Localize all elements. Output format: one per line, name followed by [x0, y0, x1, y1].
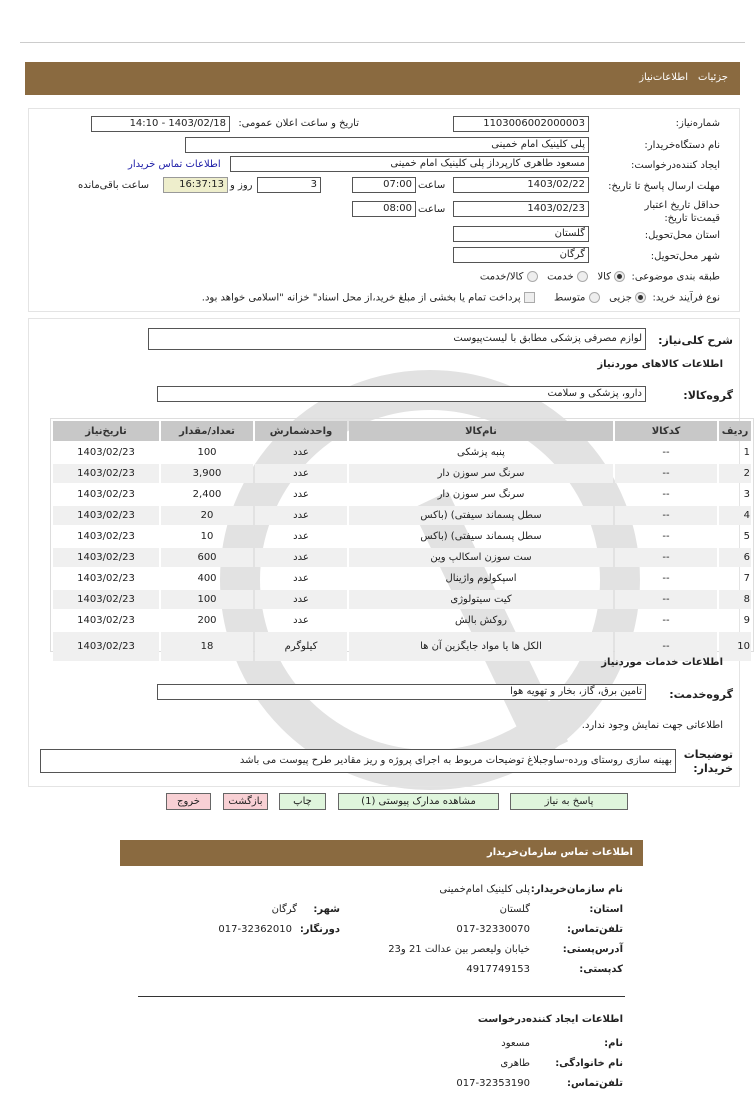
tab-need-info[interactable]: اطلاعات‌نیاز — [639, 72, 688, 83]
col-qty: تعداد/مقدار — [161, 421, 253, 441]
contact-divider — [138, 996, 625, 997]
item-name: پنبه پزشکی — [457, 447, 505, 458]
deadline-time-field: 07:00 — [352, 177, 416, 193]
item-code: -- — [662, 531, 670, 542]
item-name: روکش بالش — [455, 615, 507, 626]
item-code: -- — [615, 464, 717, 483]
postal-value: 4917749153 — [466, 964, 530, 975]
city-label-2: شهر: — [313, 904, 340, 915]
goods-group-field: دارو، پزشکی و سلامت — [157, 386, 646, 402]
table-row — [53, 548, 751, 567]
table-row — [53, 590, 751, 609]
item-date: 1403/02/23 — [77, 531, 135, 542]
row-number: 1 — [743, 447, 750, 458]
item-unit: عدد — [255, 464, 347, 483]
treasury-note: پرداخت تمام یا بخشی از مبلغ خرید،از محل اسناد" خزانه "اسلامی خواهد بود. — [201, 292, 521, 304]
item-qty: 100 — [161, 590, 253, 609]
exit-button[interactable]: خروج — [166, 793, 211, 810]
fax-label: دورنگار: — [299, 924, 340, 935]
radio-goods-label: کالا — [597, 271, 611, 283]
city-label: شهر محل‌تحویل: — [650, 251, 720, 262]
province-label: استان محل‌تحویل: — [644, 230, 720, 241]
item-unit: عدد — [255, 590, 347, 609]
item-date: 1403/02/23 — [53, 590, 159, 609]
category-label: طبقه بندی موضوعی: — [631, 271, 720, 283]
contact-title: اطلاعات تماس سازمان‌خریدار — [486, 847, 633, 858]
item-qty: 100 — [197, 447, 217, 458]
item-unit: عدد — [293, 531, 309, 542]
phone-label: تلفن‌تماس: — [566, 924, 623, 935]
item-code: -- — [662, 489, 670, 500]
fax-value: 017-32362010 — [218, 924, 292, 935]
item-code: -- — [615, 548, 717, 567]
name-value: مسعود — [501, 1038, 530, 1049]
row-number: 7 — [743, 573, 750, 584]
need-number-field: 1103006002000003 — [453, 116, 589, 132]
radio-medium[interactable] — [589, 292, 600, 303]
radio-service-label: خدمت — [547, 271, 574, 283]
item-qty: 18 — [161, 632, 253, 661]
item-unit: عدد — [255, 548, 347, 567]
row-number: 8 — [719, 590, 751, 609]
row-number: 5 — [743, 531, 750, 542]
days-field: 3 — [257, 177, 321, 193]
table-row — [53, 611, 751, 630]
goods-table-frame — [50, 418, 754, 652]
reply-button[interactable]: پاسخ به نیاز — [510, 793, 628, 810]
row-number: 4 — [719, 506, 751, 525]
item-date: 1403/02/23 — [77, 615, 135, 626]
item-unit: عدد — [293, 573, 309, 584]
item-name: اسپکولوم واژینال — [445, 573, 517, 584]
col-date: تاریخ‌نیاز — [53, 421, 159, 441]
process-row — [202, 292, 720, 304]
table-row — [53, 464, 751, 483]
table-header — [53, 421, 751, 441]
radio-minor-label: جزیی — [609, 292, 632, 304]
radio-goods[interactable] — [614, 271, 625, 282]
days-label: روز و — [230, 180, 253, 191]
summary-field: لوازم مصرفی پزشکی مطابق با لیست‌پیوست — [148, 328, 646, 350]
announce-field: 1403/02/18 - 14:10 — [91, 116, 230, 132]
col-name: نام‌کالا — [349, 421, 613, 441]
tab-details[interactable]: جزئیات — [698, 72, 728, 83]
summary-label: شرح کلی‌نیاز: — [658, 334, 733, 347]
item-qty: 20 — [161, 506, 253, 525]
goods-table — [51, 419, 753, 663]
item-unit: عدد — [293, 615, 309, 626]
need-number-label: شماره‌نیاز: — [675, 118, 720, 129]
col-row: ردیف — [719, 421, 751, 441]
services-section-title: اطلاعات خدمات موردنیاز — [601, 657, 723, 668]
creator-field: مسعود طاهری کارپرداز پلی کلینیک امام خمینی — [230, 156, 589, 172]
table-row — [53, 506, 751, 525]
item-qty: 2,400 — [192, 489, 222, 500]
item-date: 1403/02/23 — [77, 573, 135, 584]
radio-goods-service[interactable] — [527, 271, 538, 282]
no-info-text: اطلاعاتی جهت نمایش وجود ندارد. — [581, 720, 723, 731]
item-date: 1403/02/23 — [53, 548, 159, 567]
table-row — [53, 569, 751, 588]
radio-minor[interactable] — [635, 292, 646, 303]
province-value: گلستان — [499, 904, 530, 915]
goods-group-label: گروه‌کالا: — [683, 389, 733, 402]
back-button[interactable]: بازگشت — [223, 793, 268, 810]
address-label: آدرس‌پستی: — [562, 944, 623, 955]
city-field: گرگان — [453, 247, 589, 263]
deadline-label: مهلت ارسال پاسخ تا تاریخ: — [608, 181, 720, 192]
item-name: کیت سیتولوژی — [349, 590, 613, 609]
row-number: 10 — [719, 632, 751, 661]
item-name: سطل پسماند سیفتی) (باکس — [420, 531, 542, 542]
top-divider — [20, 42, 745, 43]
item-code: -- — [662, 573, 670, 584]
item-date: 1403/02/23 — [53, 464, 159, 483]
row-number: 6 — [719, 548, 751, 567]
item-name: سرنگ سر سوزن دار — [437, 489, 525, 500]
deadline-date-field: 1403/02/22 — [453, 177, 589, 193]
validity-time-field: 08:00 — [352, 201, 416, 217]
item-name: سرنگ سر سوزن دار — [349, 464, 613, 483]
item-code: -- — [615, 632, 717, 661]
item-date: 1403/02/23 — [53, 632, 159, 661]
org-value: پلی کلینیک امام‌خمینی — [439, 884, 530, 895]
buyer-contact-link[interactable]: اطلاعات تماس خریدار — [128, 159, 221, 170]
org-label: نام سازمان‌خریدار: — [530, 884, 623, 895]
item-code: -- — [662, 615, 670, 626]
province-field: گلستان — [453, 226, 589, 242]
contact-header — [120, 840, 643, 866]
family-label: نام خانوادگی: — [555, 1058, 623, 1069]
table-row — [53, 443, 751, 462]
item-qty: 10 — [200, 531, 214, 542]
item-qty: 3,900 — [161, 464, 253, 483]
item-unit: عدد — [293, 447, 309, 458]
name-label: نام: — [604, 1038, 623, 1049]
item-name: الکل ها یا مواد جایگزین آن ها — [349, 632, 613, 661]
table-row — [53, 527, 751, 546]
item-code: -- — [615, 590, 717, 609]
item-unit: عدد — [293, 489, 309, 500]
creator-phone-value: 017-32353190 — [456, 1078, 530, 1089]
col-code: کدکالا — [615, 421, 717, 441]
table-row — [53, 485, 751, 504]
remaining-time: 16:37:13 — [163, 177, 228, 193]
row-number: 3 — [743, 489, 750, 500]
item-qty: 600 — [161, 548, 253, 567]
city-value: گرگان — [271, 904, 297, 915]
announce-label: تاریخ و ساعت اعلان عمومی: — [238, 118, 359, 129]
item-unit: عدد — [255, 506, 347, 525]
radio-medium-label: متوسط — [553, 292, 586, 304]
col-unit: واحدشمارش — [255, 421, 347, 441]
item-qty: 200 — [197, 615, 217, 626]
item-qty: 400 — [197, 573, 217, 584]
treasury-checkbox[interactable] — [524, 292, 535, 303]
validity-time-label: ساعت — [418, 204, 446, 215]
item-name: سطل پسماند سیفتی) (باکس — [349, 506, 613, 525]
item-name: ست سوزن اسکالپ وین — [349, 548, 613, 567]
item-date: 1403/02/23 — [77, 447, 135, 458]
validity-date-field: 1403/02/23 — [453, 201, 589, 217]
category-row — [480, 271, 720, 283]
service-group-label: گروه‌خدمت: — [669, 688, 733, 701]
creator-label: ایجاد کننده‌درخواست: — [631, 160, 720, 171]
creator-info-title: اطلاعات ایجاد کننده‌درخواست — [477, 1014, 623, 1025]
buyer-notes-label: توضیحات خریدار: — [683, 748, 733, 775]
buyer-field: پلی کلینیک امام خمینی — [185, 137, 589, 153]
service-group-field: تامین برق، گاز، بخار و تهویه هوا — [157, 684, 646, 700]
province-label-2: استان: — [589, 904, 623, 915]
item-code: -- — [615, 506, 717, 525]
validity-label: حداقل تاریخ اعتبار قیمت‌تا تاریخ: — [644, 200, 720, 224]
item-date: 1403/02/23 — [53, 506, 159, 525]
item-unit: کیلوگرم — [255, 632, 347, 661]
row-number: 9 — [743, 615, 750, 626]
buyer-label: نام دستگاه‌خریدار: — [644, 140, 720, 151]
radio-goods-service-label: کالا/خدمت — [479, 271, 524, 283]
family-value: طاهری — [500, 1058, 530, 1069]
attachments-button[interactable]: مشاهده مدارک پیوستی (1) — [338, 793, 499, 810]
deadline-time-label: ساعت — [418, 180, 446, 191]
buyer-notes-field: بهینه سازی روستای ورده-ساوجبلاغ توضیحات مربوط به اجرای پروژه و ریز مقادیر طرح پیوست می باشد — [40, 749, 676, 773]
row-number: 2 — [719, 464, 751, 483]
item-code: -- — [662, 447, 670, 458]
print-button[interactable]: چاپ — [279, 793, 326, 810]
process-label: نوع فرآیند خرید: — [652, 292, 720, 304]
phone-value: 017-32330070 — [456, 924, 530, 935]
goods-section-title: اطلاعات کالاهای موردنیاز — [597, 359, 723, 370]
radio-service[interactable] — [577, 271, 588, 282]
postal-label: کدپستی: — [579, 964, 623, 975]
remaining-label: ساعت باقی‌مانده — [78, 180, 150, 191]
header-bar — [25, 62, 740, 95]
creator-phone-label: تلفن‌تماس: — [566, 1078, 623, 1089]
item-date: 1403/02/23 — [77, 489, 135, 500]
address-value: خیابان ولیعصر بین عدالت 21 و23 — [388, 944, 530, 955]
